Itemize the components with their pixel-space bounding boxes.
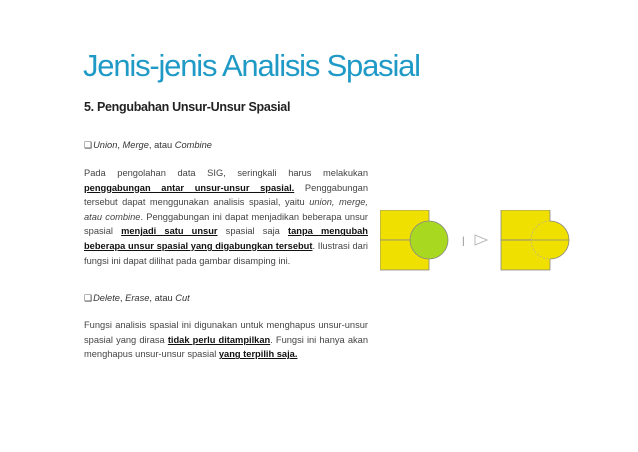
paragraph-union — [84, 166, 368, 268]
term-combine: Combine — [174, 140, 212, 150]
union-illustration — [380, 210, 570, 280]
term-delete: Delete — [93, 293, 120, 303]
paragraph-delete — [84, 318, 368, 362]
emphasis: tanpa mengubah beberapa unsur spasial yang digabungkan tersebut — [84, 226, 368, 251]
before-shapes — [380, 210, 448, 270]
text: Pada pengolahan data SIG, seringkali harus melakukan — [84, 168, 368, 178]
section-subtitle: 5. Pengubahan Unsur-Unsur Spasial — [84, 100, 291, 114]
term-sep: , atau — [148, 140, 175, 150]
term-sep: , atau — [149, 293, 176, 303]
checkbox-bullet-icon: ❑ — [84, 140, 93, 150]
circle-shape — [410, 221, 448, 259]
emphasis: menjadi satu unsur — [121, 226, 218, 237]
term-union: Union — [93, 140, 118, 150]
term-sep: , — [119, 293, 126, 303]
after-shapes — [501, 210, 569, 270]
italic-text: union, merge, atau combine — [84, 197, 368, 222]
bullet-union-merge-combine — [84, 140, 212, 151]
text: spasial saja — [217, 226, 289, 237]
term-erase: Erase — [125, 293, 150, 303]
text: . Penggabungan ini dapat menjadikan beberapa unsur spasial — [84, 211, 368, 237]
arrow-icon — [475, 235, 487, 245]
text: . Ilustrasi dari fungsi ini dapat dilihat pada gambar disamping ini. — [84, 240, 368, 266]
term-merge: Merge — [122, 140, 149, 150]
term-cut: Cut — [175, 293, 190, 303]
checkbox-bullet-icon: ❑ — [84, 293, 93, 303]
bullet-delete-erase-cut — [84, 293, 190, 304]
emphasis: tidak perlu ditampilkan — [167, 334, 271, 345]
text: Fungsi analisis spasial ini digunakan untuk menghapus unsur-unsur spasial yang dirasa — [84, 320, 368, 345]
text: . Fungsi ini hanya akan menghapus unsur-unsur spasial — [84, 334, 368, 360]
term-sep: , — [117, 140, 123, 150]
emphasis: yang terpilih saja. — [218, 349, 298, 360]
text: Penggabungan tersebut dapat menggunakan analisis spasial, yaitu — [84, 182, 368, 208]
emphasis: penggabungan antar unsur-unsur spasial. — [84, 182, 295, 193]
slide-title: Jenis-jenis Analisis Spasial — [83, 48, 420, 83]
separator-mark: | — [462, 236, 465, 247]
